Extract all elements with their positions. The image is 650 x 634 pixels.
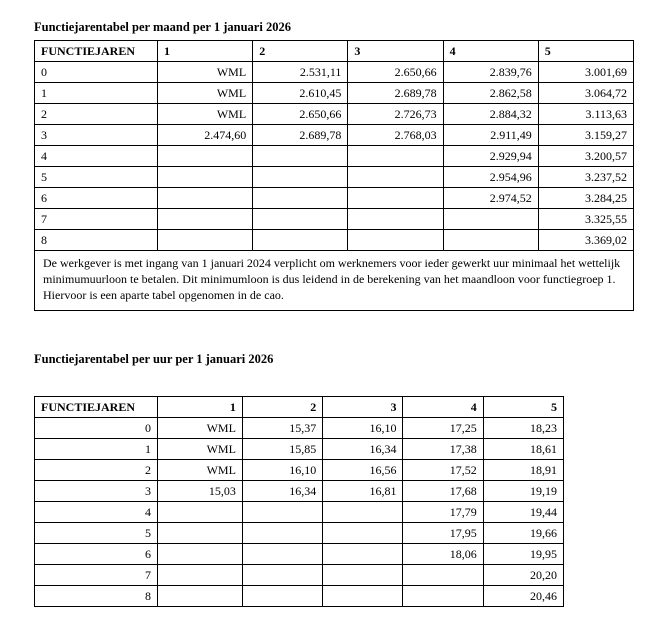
table-header-row (35, 397, 564, 418)
cell-functiejaren: 6 (35, 188, 158, 209)
table-row (35, 586, 564, 607)
column-header-2: 2 (253, 41, 348, 62)
cell-functiejaren: 8 (35, 230, 158, 251)
cell-scale-2: 2.650,66 (253, 104, 348, 125)
cell-scale-3 (323, 544, 403, 565)
cell-scale-3 (323, 502, 403, 523)
cell-scale-4 (443, 209, 538, 230)
cell-scale-1: 15,03 (158, 481, 243, 502)
cell-scale-2: 2.689,78 (253, 125, 348, 146)
cell-functiejaren: 6 (35, 544, 158, 565)
cell-functiejaren: 2 (35, 104, 158, 125)
cell-scale-5: 3.237,52 (538, 167, 633, 188)
cell-functiejaren: 5 (35, 523, 158, 544)
table-row (35, 502, 564, 523)
cell-scale-4: 17,52 (403, 460, 483, 481)
cell-scale-5: 19,66 (483, 523, 563, 544)
cell-scale-4 (403, 565, 483, 586)
cell-functiejaren: 0 (35, 62, 158, 83)
cell-functiejaren: 7 (35, 209, 158, 230)
cell-scale-2: 2.531,11 (253, 62, 348, 83)
table-row (35, 188, 634, 209)
cell-scale-4: 2.974,52 (443, 188, 538, 209)
cell-scale-1: WML (158, 104, 253, 125)
cell-scale-5: 20,46 (483, 586, 563, 607)
table-header-row (35, 41, 634, 62)
cell-scale-4: 18,06 (403, 544, 483, 565)
monthly-table-body (35, 62, 634, 311)
cell-scale-5: 18,61 (483, 439, 563, 460)
cell-scale-4: 17,38 (403, 439, 483, 460)
cell-scale-3: 16,34 (323, 439, 403, 460)
table-row (35, 167, 634, 188)
table-row (35, 418, 564, 439)
cell-scale-4: 2.839,76 (443, 62, 538, 83)
table-row (35, 439, 564, 460)
column-header-3: 3 (323, 397, 403, 418)
cell-scale-5: 19,19 (483, 481, 563, 502)
cell-scale-2 (242, 502, 322, 523)
cell-scale-1 (158, 167, 253, 188)
cell-scale-1 (158, 523, 243, 544)
cell-scale-2: 2.610,45 (253, 83, 348, 104)
monthly-salary-table (34, 40, 634, 311)
cell-functiejaren: 0 (35, 418, 158, 439)
table-row (35, 544, 564, 565)
cell-scale-2 (253, 230, 348, 251)
cell-scale-4: 17,79 (403, 502, 483, 523)
table-note-row (35, 251, 634, 311)
cell-scale-1 (158, 502, 243, 523)
hourly-table-heading: Functiejarentabel per uur per 1 januari 2026 (34, 352, 274, 366)
cell-scale-3: 16,56 (323, 460, 403, 481)
column-header-functiejaren: FUNCTIEJAREN (35, 41, 158, 62)
cell-scale-1 (158, 565, 243, 586)
table-row (35, 230, 634, 251)
column-header-2: 2 (242, 397, 322, 418)
cell-scale-4 (403, 586, 483, 607)
table-row (35, 565, 564, 586)
cell-scale-5: 18,91 (483, 460, 563, 481)
cell-scale-4: 2.862,58 (443, 83, 538, 104)
cell-scale-3 (348, 230, 443, 251)
cell-scale-2: 15,37 (242, 418, 322, 439)
cell-scale-5: 3.159,27 (538, 125, 633, 146)
column-header-5: 5 (483, 397, 563, 418)
cell-scale-1: 2.474,60 (158, 125, 253, 146)
hourly-salary-table (34, 396, 564, 607)
cell-scale-5: 3.064,72 (538, 83, 633, 104)
cell-scale-5: 18,23 (483, 418, 563, 439)
cell-scale-1: WML (158, 418, 243, 439)
cell-scale-5: 3.200,57 (538, 146, 633, 167)
cell-scale-1: WML (158, 460, 243, 481)
cell-scale-4: 2.954,96 (443, 167, 538, 188)
cell-scale-3: 2.650,66 (348, 62, 443, 83)
cell-scale-3 (348, 167, 443, 188)
column-header-4: 4 (443, 41, 538, 62)
cell-scale-5: 19,95 (483, 544, 563, 565)
cell-scale-2 (253, 209, 348, 230)
cell-scale-4: 2.929,94 (443, 146, 538, 167)
cell-scale-1: WML (158, 62, 253, 83)
cell-scale-3 (323, 523, 403, 544)
cell-scale-2 (242, 565, 322, 586)
table-row (35, 146, 634, 167)
cell-scale-4: 2.884,32 (443, 104, 538, 125)
cell-scale-3 (323, 586, 403, 607)
cell-scale-1 (158, 188, 253, 209)
table-row (35, 209, 634, 230)
cell-scale-5: 20,20 (483, 565, 563, 586)
table-row (35, 523, 564, 544)
table-row (35, 460, 564, 481)
cell-scale-1 (158, 544, 243, 565)
cell-scale-3 (348, 188, 443, 209)
cell-scale-1 (158, 146, 253, 167)
cell-scale-5: 3.001,69 (538, 62, 633, 83)
cell-scale-2: 15,85 (242, 439, 322, 460)
column-header-1: 1 (158, 397, 243, 418)
column-header-5: 5 (538, 41, 633, 62)
cell-scale-1: WML (158, 439, 243, 460)
cell-scale-4: 2.911,49 (443, 125, 538, 146)
cell-scale-3: 2.689,78 (348, 83, 443, 104)
table-row (35, 125, 634, 146)
cell-scale-3: 16,81 (323, 481, 403, 502)
cell-scale-1 (158, 586, 243, 607)
cell-functiejaren: 1 (35, 83, 158, 104)
cell-scale-2 (242, 523, 322, 544)
table-row (35, 62, 634, 83)
cell-scale-3 (348, 146, 443, 167)
cell-scale-4: 17,95 (403, 523, 483, 544)
column-header-3: 3 (348, 41, 443, 62)
cell-functiejaren: 2 (35, 460, 158, 481)
cell-scale-5: 19,44 (483, 502, 563, 523)
cell-scale-3: 2.726,73 (348, 104, 443, 125)
cell-scale-5: 3.369,02 (538, 230, 633, 251)
monthly-table-head (35, 41, 634, 62)
cell-scale-2 (242, 544, 322, 565)
cell-scale-4: 17,68 (403, 481, 483, 502)
cell-functiejaren: 1 (35, 439, 158, 460)
cell-scale-5: 3.113,63 (538, 104, 633, 125)
cell-functiejaren: 3 (35, 481, 158, 502)
table-row (35, 104, 634, 125)
cell-scale-2 (253, 188, 348, 209)
cell-scale-2: 16,10 (242, 460, 322, 481)
cell-functiejaren: 4 (35, 146, 158, 167)
cell-scale-3 (323, 565, 403, 586)
cell-scale-5: 3.284,25 (538, 188, 633, 209)
monthly-table-heading: Functiejarentabel per maand per 1 januari 2026 (34, 20, 291, 34)
cell-scale-1 (158, 209, 253, 230)
table-row (35, 83, 634, 104)
cell-scale-4 (443, 230, 538, 251)
cell-functiejaren: 8 (35, 586, 158, 607)
cell-scale-2 (253, 167, 348, 188)
cell-scale-1: WML (158, 83, 253, 104)
hourly-table-body (35, 418, 564, 607)
cell-scale-3 (348, 209, 443, 230)
cell-scale-3: 2.768,03 (348, 125, 443, 146)
cell-functiejaren: 4 (35, 502, 158, 523)
minimum-wage-note: De werkgever is met ingang van 1 januari 2024 verplicht om werknemers voor ieder gewerkt uur minimaal het wettelijk minimumuurloon te betalen. Dit minimumloon is dus leidend in de berekening van het maandloon voor functiegroep 1. Hiervoor is een aparte tabel opgenomen in de cao. (35, 251, 634, 311)
cell-scale-2: 16,34 (242, 481, 322, 502)
cell-scale-5: 3.325,55 (538, 209, 633, 230)
cell-scale-2 (253, 146, 348, 167)
cell-scale-3: 16,10 (323, 418, 403, 439)
column-header-4: 4 (403, 397, 483, 418)
column-header-1: 1 (158, 41, 253, 62)
cell-functiejaren: 3 (35, 125, 158, 146)
hourly-table-head (35, 397, 564, 418)
column-header-functiejaren: FUNCTIEJAREN (35, 397, 158, 418)
cell-scale-2 (242, 586, 322, 607)
cell-functiejaren: 7 (35, 565, 158, 586)
cell-scale-4: 17,25 (403, 418, 483, 439)
cell-functiejaren: 5 (35, 167, 158, 188)
table-row (35, 481, 564, 502)
cell-scale-1 (158, 230, 253, 251)
